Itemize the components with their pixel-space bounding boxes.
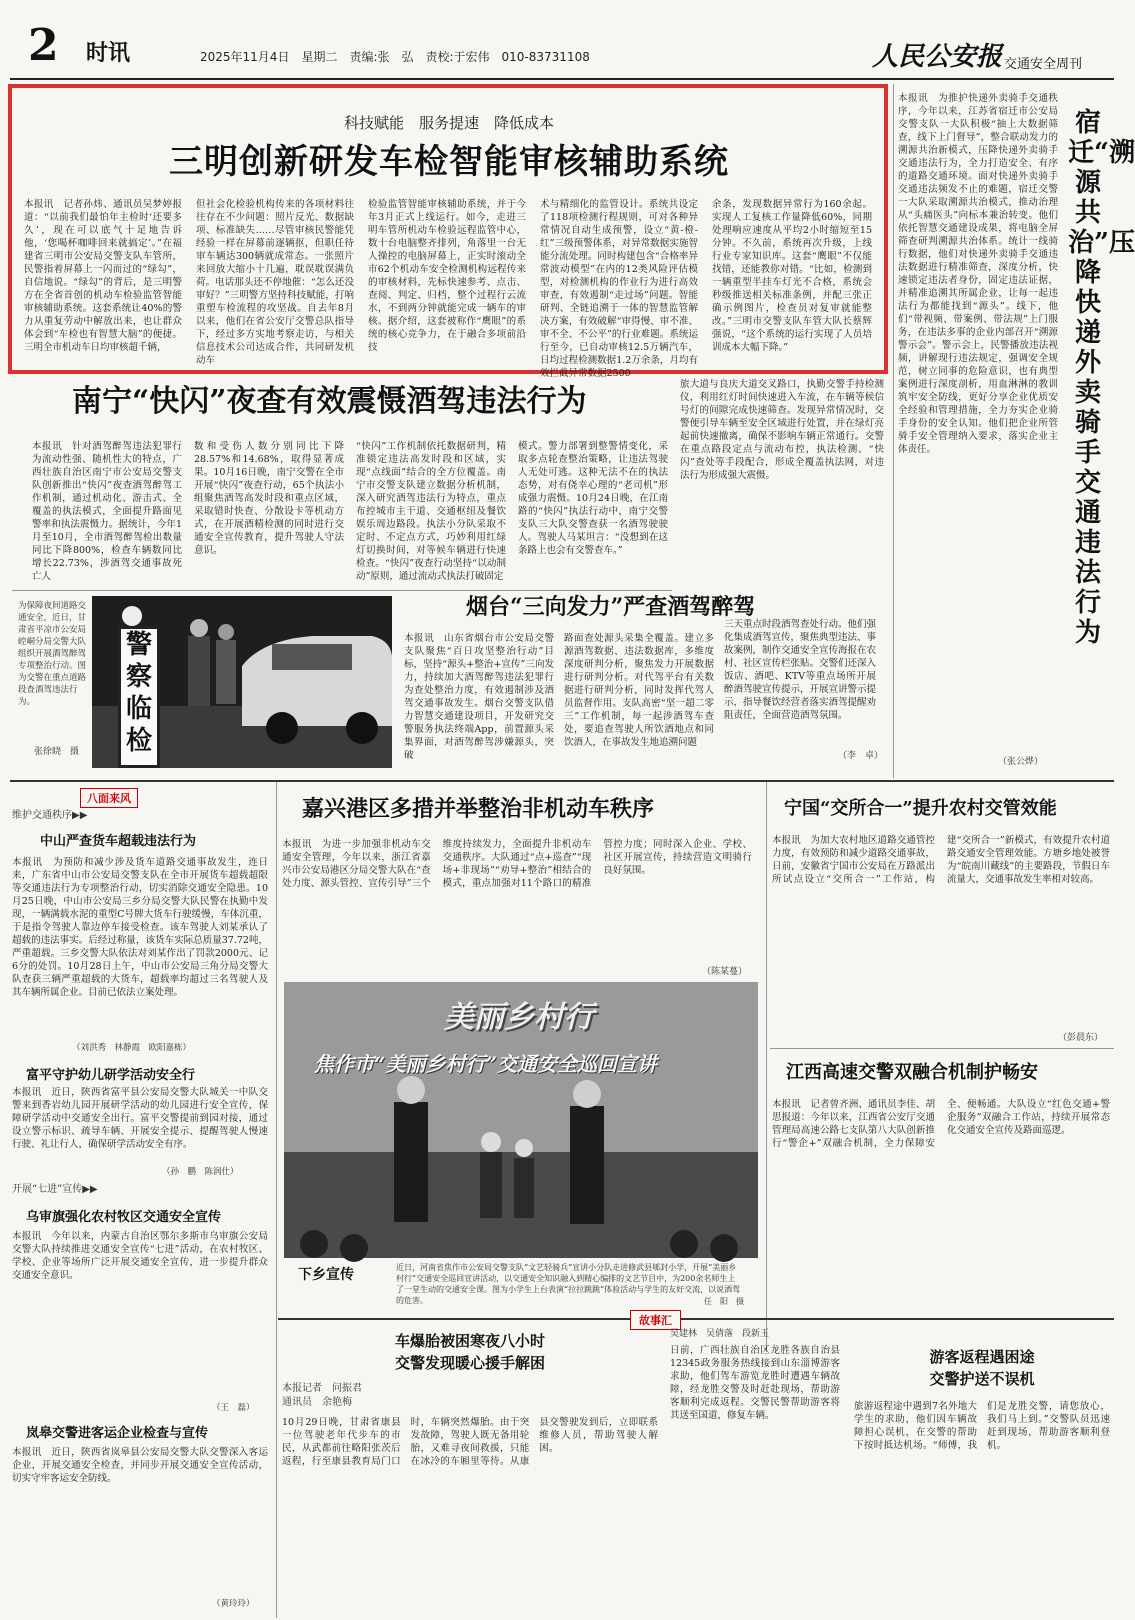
story-reporters: 本报记者 问振君 通讯员 余艳梅 <box>282 1383 362 1408</box>
jiangxi-article <box>772 1052 1114 1352</box>
paper-name-logo: 人民公安报 <box>872 42 1003 72</box>
subsection-label: 开展“七进”宣传▶▶ <box>12 1184 98 1195</box>
article-column: 术与精细化的监管设计。系统共设定了118项检测行程规则，可对各种异常情况自动生成预警，设立“黄-橙-红”三级预警体系，对异常数据实施智能分流处理。同时构建包含“合格率异常波动模型”在内的12类风险评估模型，对检测机构的作业行为进行高效审查，有效遏制“走过场”问题。智能研判、全链追溯于一体的智慧监管解决方案，有效破解“审得慢、审不准、审不全、不公平”的行业难题。系统运行至今，已自动审核12.5万辆汽车，日均过程检测数据1.2万余条，月均有效拦截异常数据2500 <box>540 199 698 379</box>
photo-caption: 近日，河南省焦作市公安局交警支队“文艺轻骑兵”宣讲小分队走进修武县郇封小学，开展“美丽乡村行”交通安全巡回宣讲活动，以交通安全知识融入到精心编排的文艺节目中，为200余名师生上了一堂生动的交通安全课。图为小学生上台表演“拉拉跳跳”体验活动与学生的友好交流，以说酒驾的危害。 <box>396 1263 741 1305</box>
page-number: 2 <box>28 20 59 71</box>
brief-byline: （刘洪秀 林静霞 欧阳嘉栋） <box>72 1043 192 1053</box>
article-title: 宁国“交所合一”提升农村交管效能 <box>784 798 1057 819</box>
article-title: 南宁“快闪”夜查有效震慑酒驾违法行为 <box>72 384 587 419</box>
photo-side-label: 下乡宣传 <box>298 1267 354 1283</box>
article-byline: （陈某蔓） <box>702 967 748 977</box>
weekly-name: 交通安全周刊 <box>1004 57 1083 72</box>
article-byline: （李 卓） <box>838 751 884 761</box>
article-byline: （彭晨东） <box>1058 1033 1104 1043</box>
story-title: 车爆胎被困寒夜八小时 交警发现暖心援手解困 <box>394 1332 545 1372</box>
article-title: 宿迁“溯源共治”压降快递外卖骑手交通违法行为 <box>1068 108 1135 648</box>
nanning-article <box>12 378 890 590</box>
jiaxing-article <box>282 788 762 978</box>
story-title: 游客返程遇困途 交警护送不误机 <box>929 1348 1035 1388</box>
photo-credit: 任 阳 摄 <box>704 1297 744 1306</box>
top-article <box>18 94 880 379</box>
brief-title: 乌审旗强化农村牧区交通安全宣传 <box>26 1210 222 1225</box>
section-tag-bamian <box>80 788 138 808</box>
article-body: 本报讯 为加大农村地区道路交通管控力度，有效预防和减少道路交通事故，日前，安徽省宁国市公安局在万路派出所试点设立“交所合一”工作站，构建“交所合一”新模式，有效提升农村道路交通安全管理效能。方塘乡地处被誉为“皖南川藏线”的主要路段，节假日车流量大，交通事故发生率相对较高。 <box>772 835 1110 885</box>
banner-title: 美丽乡村行 <box>444 1000 594 1035</box>
subsection-label: 维护交通秩序▶▶ <box>12 810 88 821</box>
story-body: 日前，广西壮族自治区龙胜各族自治县12345政务服务热线接到山东淄博游客求助，他们驾车游览龙胜时遭遇车辆故障，经龙胜交警及时赶赴现场，帮助游客顺利完成返程。交警民警帮助游客将其送至国道，修复车辆。 <box>670 1345 840 1421</box>
article-column: 但社会化检验机构传来的各项材料往往存在不少问题：照片反光、数据缺项、标准缺失……尽管审核民警能凭经验一样在屏幕前逐辆抠，但职任待审车辆达300辆就成常态。一张照片来回放大缩小十几遍，耽误耽误满负荷。电话那头还不停地催：“怎么还没审好？”三明警方坚持科技赋能，打响重塑车检流程的攻坚战。自去年8月以来，他们在省公安厅交警总队指导下，经过多方实地考察走访，与相关信息技术公司达成合作，共同研发机动车 <box>196 199 354 366</box>
story-body: 10月29日晚，甘肃省康县一位驾驶老年代步车的市民，从武都前往略阳张茨后返程，行至康县教育局门口时，车辆突然爆胎。由于突发故障，驾驶人既无备用轮胎，又难寻夜间救援，只能在冰冷的车厢里等待。从康县交警驶发到后，立即联系维修人员，帮助驾驶人解困。 <box>282 1417 658 1467</box>
story-body: 旅游返程途中遇到7名外地大学生的求助，他们因车辆故障担心误机，在交警的帮助下按时抵达机场。“师傅，我们是龙胜交警，请您放心，我们马上到。”交警队员迅速赶到现场，帮助游客顺利登机。 <box>854 1401 1110 1451</box>
brief-body: 本报讯 近日，陕西省富平县公安局交警大队城关一中队交警来到香岩幼儿园开展研学活动的幼儿园进行安全宣传，保障研学活动中交通安全出行。富平交警提前到园对接，通过设立警示标识、疏导车辆、开展安全提示、提醒驾驶人慢速行驶、礼让行人，确保研学活动安全有序。 <box>12 1087 268 1150</box>
photo-caption: 为保障夜间道路交通安全，近日，甘肃省平凉市公安局崆峒分局交警大队组织开展酒驾醉驾专项整治行动。图为交警在重点道路段查酒驾违法行为。 <box>18 601 87 707</box>
article-body: 本报讯 记者曾齐洲、通讯员李佳、胡思报道：今年以来，江西省公安厅交通管理局高速公路七支队第八大队创新推行“警企+”双融合机制，全力保障安全、便畅通。大队设立“红色交通+警企服务”双融合工作站，持续开展常态化交通安全宣传及路面巡逻。 <box>772 1099 1110 1149</box>
article-column: 本报讯 山东省烟台市公安局交警支队聚焦“百日攻坚整治行动”目标，坚持“源头+整治+宣传”三向发力，持续加大酒驾醉驾违法犯罪行为查处整治力度，有效遏制涉及酒驾交通事故发生。烟台交警支队借力智慧交通建设项目，开发研究交警服务执法终端App，前置源头采集界面，对酒驾醉驾涉嫌源头，突破 <box>404 633 554 761</box>
story-left <box>282 1326 662 1616</box>
article-column: 路面查处源头采集全覆盖。建立多源酒驾数据、违法数据库，多维度深度研判分析，聚焦发力开展数据进行研判分析。对代驾平台有关数据进行研判分析，同时发挥代驾人员监督作用。支队高密“坚一超二零三”工作机制，每一起涉酒驾车查处，要追查驾驶人所饮酒地点和同饮酒人，在事故发生地追溯问题 <box>564 633 714 748</box>
brief-byline: （王 磊） <box>212 1403 255 1413</box>
checkpoint-sign-text: 警察临检 <box>125 630 152 756</box>
section-title: 时讯 <box>86 40 131 66</box>
article-column: 旅大道与良庆大道交叉路口，执勤交警手持检测仪，利用红灯时间快速进入车流，在车辆等候信号灯的间隙完成快速筛查。发现异常情况时，交警便引导车辆至安全区域进行处置，并在绿灯亮起前快速撤离，确保不影响车辆正常通行。交警在重点路段定点与流动布控，执法检测、“快闪”查处等手段配合，形成全覆盖执法网，对违法行为形成强大震慑。 <box>680 379 884 481</box>
article-title: 三明创新研发车检智能审核辅助系统 <box>169 142 729 182</box>
right-column-article <box>898 92 1135 772</box>
article-kicker: 科技赋能 服务提速 降低成本 <box>343 114 554 132</box>
article-body: 本报讯 为进一步加强非机动车交通安全管理，今年以来，浙江省嘉兴市公安局港区分局交警大队在“查处力度、源头管控、宣传引导”三个维度持续发力，全面提升非机动车交通秩序。大队通过“点+巡查”“现场+非现场”“劝导+整治”相结合的模式，重点加强对11个路口的精准管控力度；同时深入企业、学校、社区开展宣传，持续营造文明骑行良好氛围。 <box>282 839 752 889</box>
article-body: 本报讯 为推护快递外卖骑手交通秩序，今年以来，江苏省宿迁市公安局交警支队一大队积极“抽上大数据筛查，线下上门督导”，整合联动发力的溯源共治新模式，压降快递外卖骑手交通违法行为，全力打造安全、有序的道路交通环境。面对快递外卖骑手交通违法频发不止的难题，宿迁交警一大队采取溯源共治模式，推动治理从“头痛医头”向标本兼治转变。他们依托智慧交通建设成果，将电脑全屏筛查研判溯源共治体系。统计一线骑行数据，他们对快递外卖骑手交通违法数据进行精准筛查，深度分析，快速锁定违法者身份，固定违法证据，并精准追溯其所属企业，让每一起违法行为都能找到“源头”。线下，他们“带视频、带案例、带法规”上门服务，在违法多事的企业内部召开“溯源警示会”。警示会上，民警播放违法视频，讲解现行违法规定，强调安全规范，树立同事的危险意识，也有典型案例进行深度剖析，用血淋淋的教训筑牢安全防线，更好分享企业优质安全经验和管理措施，全力夯实企业骑手身份的安全认知。他们把企业所管骑手安全管理纳入要求，落实企业主体责任。 <box>898 93 1058 455</box>
yantai-article <box>398 592 888 772</box>
article-byline: （张公烨） <box>998 757 1044 767</box>
section-tag-text: 故事汇 <box>639 1314 672 1327</box>
story-authors: 吴建林 吴倩落 段新玉 <box>670 1329 770 1339</box>
section-tag-text: 八面来风 <box>87 792 131 805</box>
article-column: 检验监管智能审核辅助系统，并于今年3月正式上线运行。如今，走进三明车管所机动车检验远程监管中心，数十台电脑整齐排列，角落里一台无人操控的电脑屏幕上，正实时滚动全市62个机动车安全检测机构远程传来的审核材料，先标快速参考、点击、查阅、判定、归档，整个过程行云流水，不到两分钟就能完成一辆车的审核。据介绍，这套被称作“鹰眼”的系统的核心竞争力，在于融合多项前沿技 <box>368 199 526 353</box>
police-checkpoint-photo <box>92 596 392 768</box>
bamian-column <box>12 786 270 1616</box>
ningguo-article <box>772 788 1114 1048</box>
brief-byline: （黄玲玲） <box>212 1599 255 1609</box>
article-title: 烟台“三向发力”严查酒驾醉驾 <box>466 594 756 620</box>
article-title: 嘉兴港区多措并举整治非机动车秩序 <box>302 796 655 822</box>
brief-body: 本报讯 今年以来，内蒙古自治区鄂尔多斯市乌审旗公安局交警大队持续推进交通安全宣传“七进”活动，在农村牧区、学校、企业等场所广泛开展交通安全宣传，进一步提升群众交通安全意识。 <box>12 1231 268 1281</box>
brief-byline: （孙 鹏 陈润仕） <box>162 1167 239 1177</box>
article-column: 模式。警力部署到整警情变化，采取多点轮查整治策略，让违法驾驶人无处可逃。这种无法不在的执法态势，对有侥幸心理的“老司机”形成强力震慑。10月24日晚，在江南路的“快闪”执法行动中，南宁交警支队三大队交警查获一名酒驾驶驶人。驾驶人马某坦言：“没想到在这条路上也会有交警查车。” <box>518 441 668 556</box>
photo-credit: 张徐晓 摄 <box>34 747 80 757</box>
article-column: 余条，发现数据异常行为160余起。实现人工复核工作量降低60%，同期处理响应速度从平均2小时缩短至15分钟。不久前，系统再次升级，上线行业专家知识库。这套“鹰眼”不仅能找错，还能教你对错。“比如，检测到一辆重型半挂车灯光不合格，系统会秒级推送相关标准条例，并配三张正确示例图片，检查员对复审就能整改。”三明市交警支队车管大队长蔡辉强说，“这个系统的运行实现了人员培训成本大幅下降。” <box>712 199 872 353</box>
brief-title: 中山严查货车超载违法行为 <box>40 834 197 849</box>
banner-subtitle: 焦作市“美丽乡村行”交通安全巡回宣讲 <box>314 1052 658 1076</box>
brief-body: 本报讯 为预防和减少涉及货车道路交通事故发生，连日来，广东省中山市公安局交警支队在全市开展货车超载超限等交通违法行为专项整治行动，切实消除交通安全隐患。10月25日晚，中山市公安局三乡分局交警大队民警在执勤中发现，一辆满载水泥的重型C号牌大货车行驶缓慢，车体沉重，于是指令驾驶人靠边停车接受检查。该车驾驶人刘某承认了超载的违法事实。后经过称量，该货车实际总质量37.72吨，严重超载。三乡交警大队依法对刘某作出了罚款2000元、记6分的处罚。10月28日上午，中山市公安局三角分局交警大队查获三辆严重超载的大货车，超载率均超过三名驾驶人及其车辆所属企业。目前已依法立案处理。 <box>12 857 268 998</box>
brief-body: 本报讯 近日，陕西省岚皋县公安局交警大队交警深入客运企业，开展交通安全检查，并同步开展交通安全宣传活动，切实守牢客运安全防线。 <box>12 1447 268 1484</box>
masthead <box>0 0 1124 84</box>
article-column: 数和受伤人数分别同比下降28.57%和14.68%，取得显著成果。10月16日晚，南宁交警在全市开展“快闪”夜查行动，65个执法小组聚焦酒驾高发时段和重点区域，采取错时快查、分散设卡等机动方式，在开展酒精检测的同时进行交通安全宣传教育，提升驾驶人守法意识。 <box>194 441 344 556</box>
article-column: 三天重点时段酒驾查处行动。他们强化集成酒驾宣传，聚焦典型违法、事故案例，制作交通安全宣传海报在农村、社区宣传栏张贴。交警们还深入饭店、酒吧、KTV等重点场所开展醉酒驾驶宣传提示，开展宣讲警示提示，指导餐饮经营者落实酒驾提醒劝阻责任，全面营造酒驾氛围。 <box>724 619 877 721</box>
story-right <box>854 1326 1114 1616</box>
article-title: 江西高速交警双融合机制护畅安 <box>786 1062 1038 1083</box>
article-column: 本报讯 针对酒驾醉驾违法犯罪行为流动性强、随机性大的特点，广西壮族自治区南宁市公安局交警支队创新推出“快闪”夜查酒驾醉驾工作机制，通过机动化、游击式、全覆盖的执法模式，全面提升路面见警率和执法震慑力。据统计，今年1月至10月，全市酒驾醉驾检出数量同比下降800%，检查车辆数同比增长22.73%，涉酒驾交通事故死亡人 <box>32 441 182 582</box>
checkpoint-sign <box>118 626 160 768</box>
article-column: “快闪”工作机制依托数据研判，精准锁定违法高发时段和区域，实现“点线面”结合的全方位覆盖。南宁市交警支队建立数据分析机制，深入研究酒驾违法行为特点，重点布控城市主干道、交通枢纽及餐饮娱乐周边路段。执法小分队采取不定时、不定点方式，巧妙利用红绿灯切换时间，对等候车辆进行快速检查。“快闪”夜查行动坚持“以动制动”原则，通过流动式执法打破固定 <box>356 441 506 582</box>
article-column: 本报讯 记者孙炜、通讯员吴梦婷报道：“以前我们最怕年主检时‘还要多久’，现在可以底气十足地告诉他，‘您喝杯咖啡回来就搞定’。”在福建省三明市公安局交警支队车管所，民警指着屏幕上一闪而过的“绿勾”，自信地说。“绿勾”的背后，是三明警方在全省首创的机动车检验监管智能审核辅助系统。这套系统让40%的警力从重复劳动中解放出来，也让群众体会到“车检也有智慧大脑”的便捷。三明全市机动车日均审核超千辆， <box>24 199 182 353</box>
rural-campaign-photo <box>284 982 758 1258</box>
story-middle <box>670 1326 846 1616</box>
brief-title: 岚皋交警进客运企业检查与宣传 <box>26 1426 209 1441</box>
brief-title: 富平守护幼儿研学活动安全行 <box>26 1068 196 1083</box>
date-line: 2025年11月4日 星期二 责编:张 弘 责校:于宏伟 010-83731108 <box>200 50 590 64</box>
